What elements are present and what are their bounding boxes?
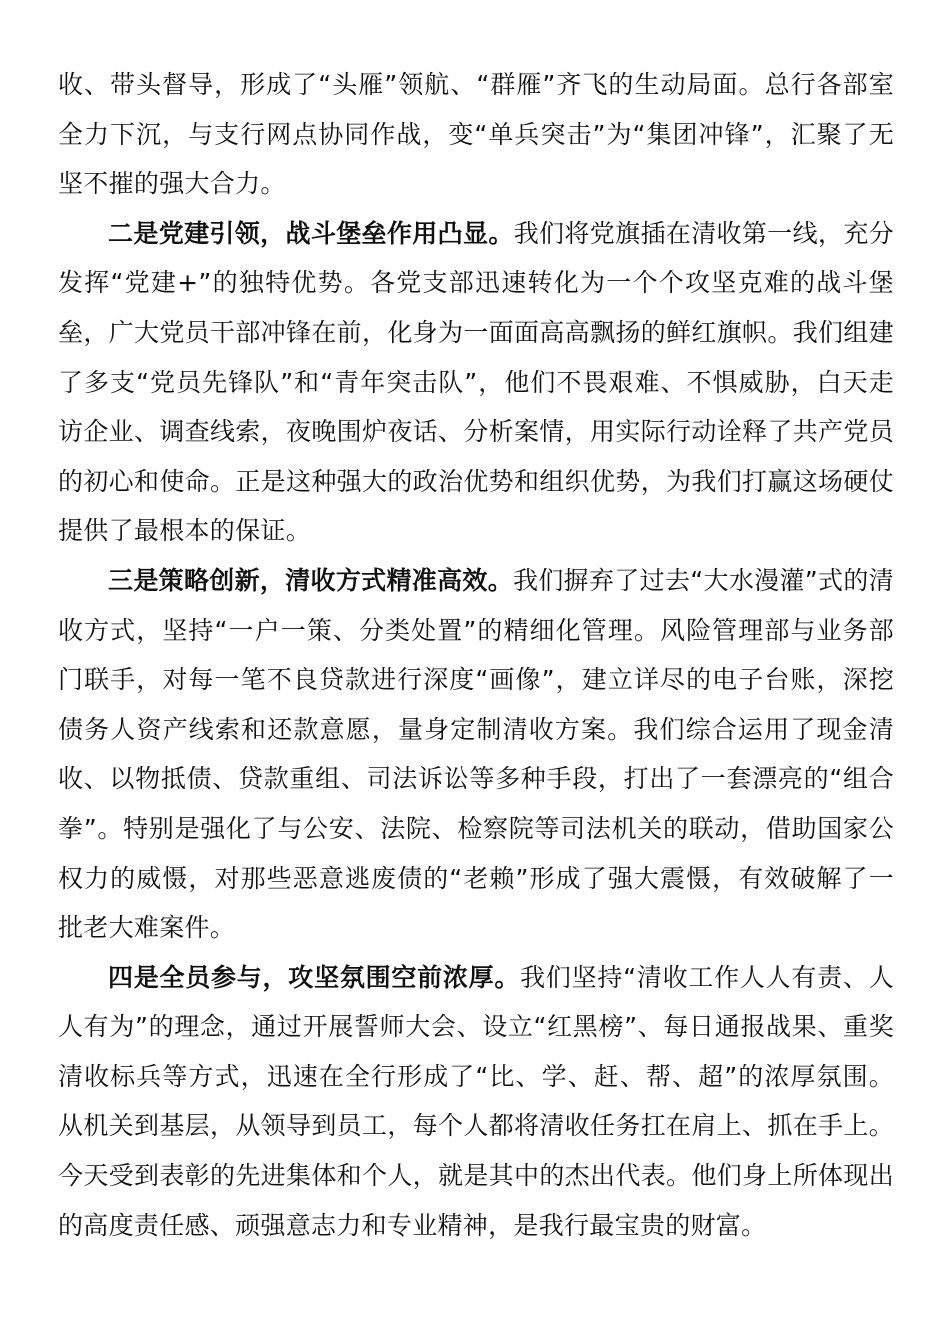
paragraph-text: 我们摒弃了过去“大水漫灌”式的清收方式，坚持“一户一策、分类处置”的精细化管理。风险管理部与业务部门联手，对每一笔不良贷款进行深度“画像”，建立详尽的电子台账，深挖债务人资产线索和还款意愿，量身定制清收方案。我们综合运用了现金清收、以物抵债、贷款重组、司法诉讼等多种手段，打出了一套漂亮的“组合拳”。特别是强化了与公安、法院、检察院等司法机关的联动，借助国家公权力的威慑，对那些恶意逃废债的“老赖”形成了强大震慑，有效破解了一批老大难案件。 [58, 565, 894, 943]
paragraph-text: 我们坚持“清收工作人人有责、人人有为”的理念，通过开展誓师大会、设立“红黑榜”、每日通报战果、重奖清收标兵等方式，迅速在全行形成了“比、学、赶、帮、超”的浓厚氛围。从机关到基层，从领导到员工，每个人都将清收任务扛在肩上、抓在手上。今天受到表彰的先进集体和个人，就是其中的杰出代表。他们身上所体现出的高度责任感、顽强意志力和专业精神，是我行最宝贵的财富。 [58, 962, 895, 1240]
paragraph-heading: 四是全员参与，攻坚氛围空前浓厚。 [108, 962, 521, 992]
paragraph-heading: 三是策略创新，清收方式精准高效。 [108, 565, 514, 595]
paragraph-party-building [58, 209, 894, 556]
document-page [58, 60, 894, 1250]
paragraph-heading: 二是党建引领，战斗堡垒作用凸显。 [108, 218, 514, 248]
paragraph-strategy [58, 556, 894, 953]
paragraph-participation [58, 953, 894, 1251]
paragraph-text: 我们将党旗插在清收第一线，充分发挥“党建+”的独特优势。各党支部迅速转化为一个个攻坚克难的战斗堡垒，广大党员干部冲锋在前，化身为一面面高高飘扬的鲜红旗帜。我们组建了多支“党员先锋队”和“青年突击队”，他们不畏艰难、不惧威胁，白天走访企业、调查线索，夜晚围炉夜话、分析案情，用实际行动诠释了共产党员的初心和使命。正是这种强大的政治优势和组织优势，为我们打赢这场硬仗提供了最根本的保证。 [58, 218, 894, 546]
paragraph-continuation [58, 60, 894, 209]
paragraph-text: 收、带头督导，形成了“头雁”领航、“群雁”齐飞的生动局面。总行各部室全力下沉，与支行网点协同作战，变“单兵突击”为“集团冲锋”，汇聚了无坚不摧的强大合力。 [58, 70, 894, 199]
